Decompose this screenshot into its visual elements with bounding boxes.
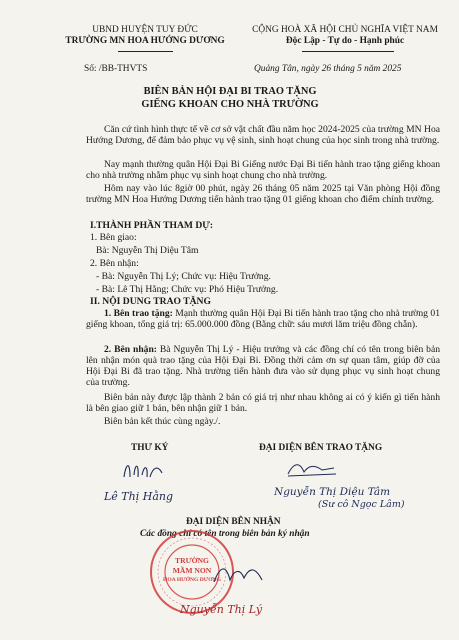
title-line2: GIẾNG KHOAN CHO NHÀ TRƯỜNG <box>141 99 319 110</box>
giver-note: (Sư cô Ngọc Lâm) <box>318 499 405 510</box>
secretary-name: Lê Thị Hằng <box>104 490 174 503</box>
section2-title: II. NỘI DUNG TRAO TẶNG <box>90 296 211 307</box>
giver-person: Bà: Nguyễn Thị Diệu Tâm <box>96 245 199 256</box>
paragraph-item2 <box>86 344 440 388</box>
secretary-title: THƯ KÝ <box>131 443 169 453</box>
org-underline <box>118 51 173 52</box>
paragraph-basis: Căn cứ tình hình thực tế về cơ sở vật chất đầu năm học 2024-2025 của trường MN Hoa Hướng Dương, để đảm bảo phục vụ vệ sinh, sinh hoạt chung của học sinh trong nhà trường. <box>86 124 440 147</box>
stamp-line3: HOA HƯỚNG DƯƠNG <box>162 577 221 583</box>
item2-text: Bà Nguyễn Thị Lý - Hiệu trưởng và các đồng chí có tên trong biên bản lên nhận món quà trao tặng của Hội Đại Bi. Đồng thời cảm ơn sự quan tâm, giúp đỡ của Hội Đại Bi đã trao tặng. Nhà trường tiến hành đưa vào sử dụng phục vụ sinh hoạt chung của trường. <box>86 344 440 389</box>
doc-number: Số: /BB-THVTS <box>84 64 148 74</box>
paragraph-closing: Biên bản kết thúc cùng ngày./. <box>104 416 221 427</box>
giver-signature <box>282 456 342 482</box>
paragraph-donor-intro: Nay mạnh thường quân Hội Đại Bi Giếng nước Đại Bi tiến hành trao tặng giếng khoan cho nhà trường nhằm phục vụ sinh hoạt chung cho nhà trường. <box>86 159 440 182</box>
stamp-line1: TRƯỜNG <box>175 556 209 565</box>
receiver-signature-title: ĐẠI DIỆN BÊN NHẬN <box>186 517 281 527</box>
giver-name: Nguyễn Thị Diệu Tâm <box>274 486 391 498</box>
receiver-label: 2. Bên nhận: <box>90 258 139 269</box>
item2-label: 2. Bên nhận: <box>104 344 157 355</box>
receiver-person-1: - Bà: Nguyễn Thị Lý; Chức vụ: Hiệu Trưởng. <box>96 271 271 282</box>
receiver-person-2: - Bà: Lê Thị Hằng; Chức vụ: Phó Hiệu Trưởng. <box>96 284 279 295</box>
receiver-subtitle: Các đồng chí có tên trong biên bản ký nhận <box>140 529 310 539</box>
item1-text: Mạnh thường quân Hội Đại Bi tiến hành trao tặng cho nhà trường 01 giếng khoan, tổng giá trị: 65.000.000 đồng (Bằng chữ: sáu mươi lăm triệu đồng chẵn). <box>86 308 440 331</box>
stamp-line2: MẦM NON <box>172 566 212 575</box>
receiver-name: Nguyễn Thị Lý <box>180 603 263 616</box>
section1-title: I.THÀNH PHẦN THAM DỰ: <box>90 220 214 231</box>
giver-signature-title: ĐẠI DIỆN BÊN TRAO TẶNG <box>259 443 383 453</box>
secretary-signature <box>120 455 170 487</box>
paragraph-copies: Biên bản này được lập thành 2 bản có giá trị như nhau không ai có ý kiến gì tiến hành là bên giao giữ 1 bản, bên nhận giữ 1 bản. <box>86 392 440 415</box>
paragraph-item1 <box>86 308 440 330</box>
item1-label: 1. Bên trao tặng: <box>104 308 173 319</box>
title-line1: BIÊN BẢN HỘI ĐẠI BI TRAO TẶNG <box>143 86 317 97</box>
org-line2: TRƯỜNG MN HOA HƯỚNG DƯƠNG <box>65 36 225 46</box>
country-underline <box>302 51 394 52</box>
place-date: Quảng Tân, ngày 26 tháng 5 năm 2025 <box>254 64 402 74</box>
giver-label: 1. Bên giao: <box>90 232 137 243</box>
receiver-signature <box>210 560 270 590</box>
org-line1: UBND HUYỆN TUY ĐỨC <box>92 25 198 35</box>
country-line1: CỘNG HOÀ XÃ HỘI CHỦ NGHĨA VIỆT NAM <box>252 25 438 35</box>
paragraph-meeting-time: Hôm nay vào lúc 8giờ 00 phút, ngày 26 tháng 05 năm 2025 tại Văn phòng Hội đồng trường MN Hoa Hướng Dương tiến hành trao tặng 01 giếng khoan cho điểm chính trường. <box>86 183 440 206</box>
country-line2: Độc Lập - Tự do - Hạnh phúc <box>285 36 405 46</box>
